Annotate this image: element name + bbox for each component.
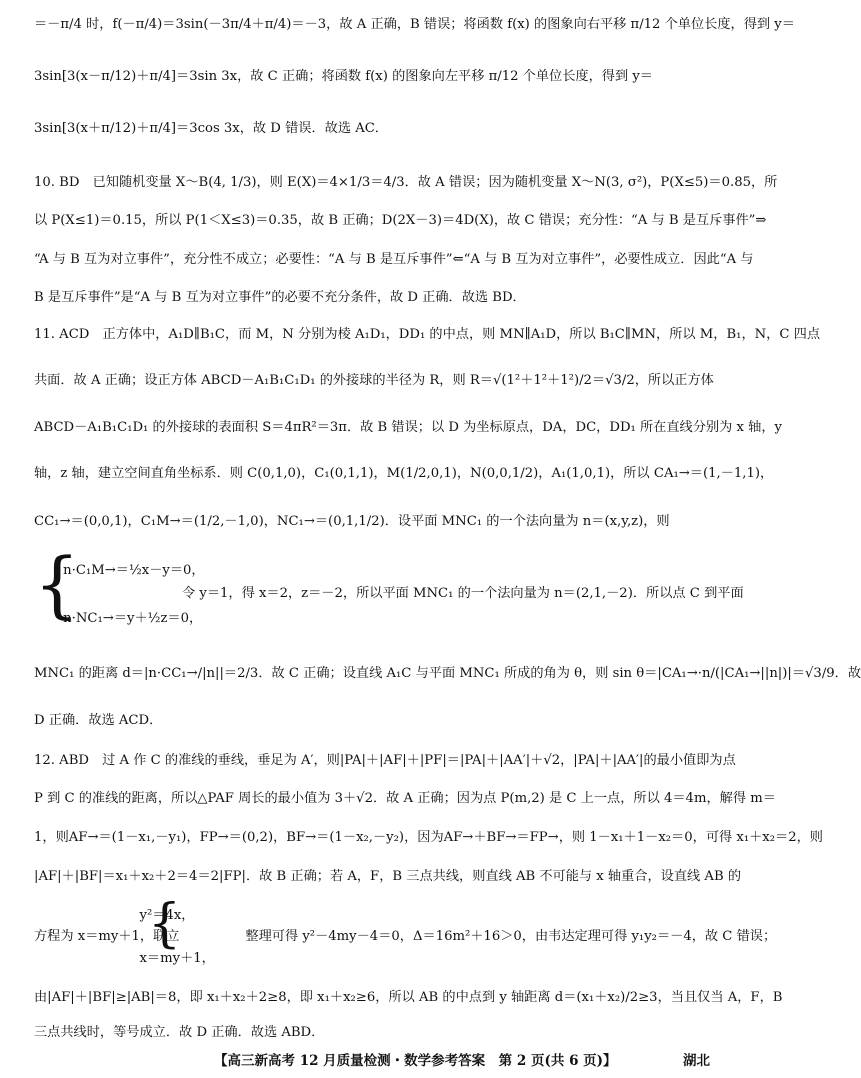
text-line-l9: 共面．故 A 正确；设正方体 ABCD－A₁B₁C₁D₁ 的外接球的半径为 R，则 R＝√(1²＋1²＋1²)/2＝√3/2，所以正方体 xyxy=(34,373,714,388)
text-line-l15: n·NC₁→＝y＋½z＝0， xyxy=(50,611,203,626)
text-line-l3: 3sin[3(x＋π/12)＋π/4]＝3cos 3x，故 D 错误．故选 AC． xyxy=(34,121,388,136)
text-line-l25: 由|AF|＋|BF|≥|AB|＝8，即 x₁＋x₂＋2≥8，即 x₁＋x₂≥6，所以 AB 的中点到 y 轴距离 d＝(x₁＋x₂)/2≥3，当且仅当 A，F，B xyxy=(34,990,783,1005)
text-line-l24: x＝my＋1， xyxy=(34,951,215,966)
footer-region: 湖北 xyxy=(683,1053,710,1069)
text-line-l19: P 到 C 的准线的距离，所以△PAF 周长的最小值为 3＋√2．故 A 正确；因为点 P(m,2) 是 C 上一点，所以 4＝4m，解得 m＝ xyxy=(34,791,776,806)
text-line-l12: CC₁→＝(0,0,1)，C₁M→＝(1/2,－1,0)，NC₁→＝(0,1,1/2)．设平面 MNC₁ 的一个法向量为 n＝(x,y,z)，则 xyxy=(34,514,670,529)
text-line-l4: 10. BD 已知随机变量 X～B(4, 1/3)，则 E(X)＝4×1/3＝4/3．故 A 错误；因为随机变量 X～N(3, σ²)，P(X≤5)＝0.85，所 xyxy=(34,175,778,190)
text-line-l16: MNC₁ 的距离 d＝|n·CC₁→/|n||＝2/3．故 C 正确；设直线 A₁C 与平面 MNC₁ 所成的角为 θ，则 sin θ＝|CA₁→·n/(|CA₁→||n|)|＝√3/9．故 xyxy=(34,666,861,681)
text-line-l18: 12. ABD 过 A 作 C 的准线的垂线，垂足为 A′，则|PA|＋|AF|＋|PF|＝|PA|＋|AA′|＋√2，|PA|＋|AA′|的最小值即为点 xyxy=(34,753,736,768)
text-line-l22: y²＝4x， xyxy=(34,908,195,923)
text-line-l26: 三点共线时，等号成立．故 D 正确．故选 ABD． xyxy=(34,1025,325,1040)
system-brace-q12: { xyxy=(148,894,182,954)
text-line-l8: 11. ACD 正方体中，A₁D∥B₁C，而 M，N 分别为棱 A₁D₁，DD₁ 的中点，则 MN∥A₁D，所以 B₁C∥MN，所以 M，B₁，N，C 四点 xyxy=(34,327,821,342)
text-line-l17: D 正确．故选 ACD． xyxy=(34,713,163,728)
text-line-l10: ABCD－A₁B₁C₁D₁ 的外接球的表面积 S＝4πR²＝3π．故 B 错误；以 D 为坐标原点，DA，DC，DD₁ 所在直线分别为 x 轴，y xyxy=(34,420,782,435)
footer-title: 【高三新高考 12 月质量检测・数学参考答案 第 2 页(共 6 页)】 xyxy=(214,1053,617,1069)
text-line-l7: B 是互斥事件”是“A 与 B 互为对立事件”的必要不充分条件，故 D 正确．故选 BD． xyxy=(34,290,526,305)
text-line-l5: 以 P(X≤1)＝0.15，所以 P(1＜X≤3)＝0.35，故 B 正确；D(2X－3)＝4D(X)，故 C 错误；充分性：“A 与 B 是互斥事件”⇒ xyxy=(34,213,767,228)
text-line-l20: 1，则AF→＝(1－x₁,－y₁)，FP→＝(0,2)，BF→＝(1－x₂,－y₂)，因为AF→＋BF→＝FP→，则 1－x₁＋1－x₂＝0，可得 x₁＋x₂＝2，则 xyxy=(34,830,823,845)
system-brace-q11: { xyxy=(34,542,80,626)
page-footer xyxy=(0,1050,739,1072)
text-line-l6: “A 与 B 互为对立事件”，充分性不成立；必要性：“A 与 B 是互斥事件”⇐“A 与 B 互为对立事件”，必要性成立．因此“A 与 xyxy=(34,252,754,267)
text-line-l21: |AF|＋|BF|＝x₁＋x₂＋2＝4＝2|FP|．故 B 正确；若 A，F，B 三点共线，则直线 AB 不可能与 x 轴重合，设直线 AB 的 xyxy=(34,869,742,884)
text-line-l13: n·C₁M→＝½x－y＝0， xyxy=(50,563,205,578)
text-line-l11: 轴，z 轴，建立空间直角坐标系．则 C(0,1,0)，C₁(0,1,1)，M(1/2,0,1)，N(0,0,1/2)，A₁(1,0,1)，所以 CA₁→＝(1,－1,1)， xyxy=(34,466,774,481)
text-line-l14: 令 y＝1，得 x＝2，z＝－2，所以平面 MNC₁ 的一个法向量为 n＝(2,1,－2)．所以点 C 到平面 xyxy=(182,586,744,601)
text-line-l1: ＝－π/4 时，f(－π/4)＝3sin(－3π/4＋π/4)＝－3，故 A 正确，B 错误；将函数 f(x) 的图象向右平移 π/12 个单位长度，得到 y＝ xyxy=(34,17,795,32)
text-line-l23: 方程为 x＝my＋1，联立 整理可得 y²－4my－4＝0，Δ＝16m²＋16＞0，由韦达定理可得 y₁y₂＝－4，故 C 错误； xyxy=(34,929,777,944)
text-line-l2: 3sin[3(x－π/12)＋π/4]＝3sin 3x，故 C 正确；将函数 f(x) 的图象向左平移 π/12 个单位长度，得到 y＝ xyxy=(34,69,653,84)
